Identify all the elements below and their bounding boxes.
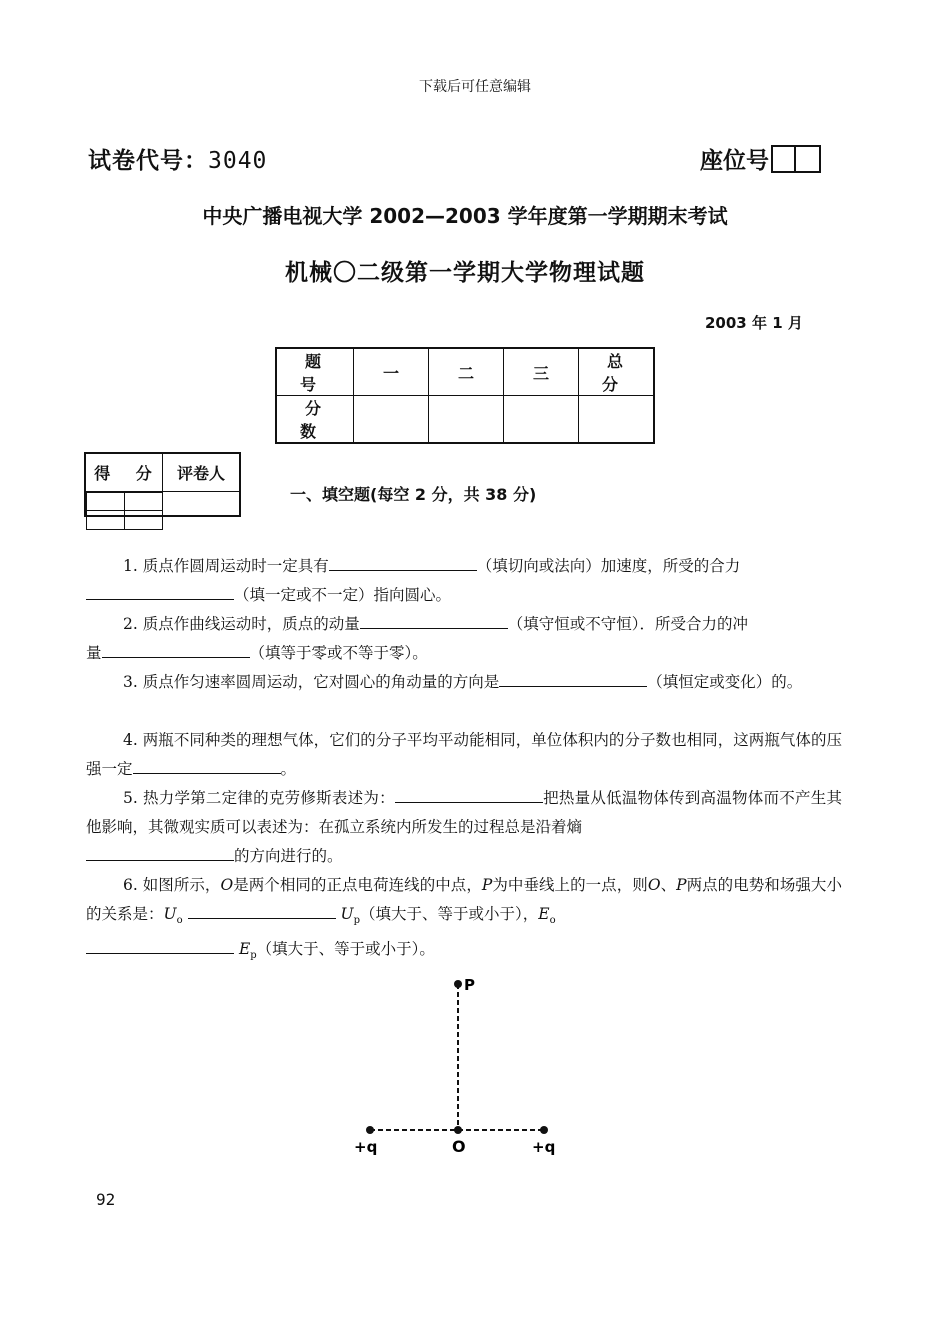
paper-code-number: 3040	[208, 148, 268, 174]
q2-text: （填等于零或不等于零）。	[249, 644, 428, 662]
score-table-header-row	[276, 348, 654, 396]
point-p-dot	[454, 980, 462, 988]
q3-text: （填恒定或变化）的。	[647, 673, 803, 691]
q6-text: （填大于、等于或小于）。	[256, 940, 435, 959]
section-title: 一、填空题(每空 2 分，共 38 分)	[290, 485, 537, 504]
paper-code	[88, 142, 267, 175]
q6-text: 两点的电势和场强大小的关系是：	[86, 876, 842, 923]
q6-subscript: o	[549, 915, 556, 927]
q1-text: （填切向或法向）加速度，所受的合力	[476, 557, 741, 575]
answer-blank	[86, 581, 234, 600]
question-5	[86, 784, 842, 871]
score-header-2: 二	[429, 348, 504, 396]
charge-diagram	[340, 972, 580, 1162]
q6-subscript: o	[176, 915, 183, 927]
q6-symbol: P	[676, 876, 687, 894]
score-table-score-row	[276, 396, 654, 444]
q6-symbol: P	[481, 876, 493, 894]
q5-text: 把热量从低温物体传到高温物体而不产生其他影响，其微观实质可以表述为：在孤立系统内所发生的过程总是沿着熵	[86, 789, 842, 836]
answer-blank	[329, 552, 477, 571]
q6-text: （填大于、等于或小于），	[359, 905, 539, 923]
q6-symbol: U	[340, 905, 354, 923]
q5-text: 5. 热力学第二定律的克劳修斯表述为：	[123, 789, 395, 807]
score-cell	[504, 396, 579, 444]
label-left-charge: +q	[354, 1138, 378, 1156]
question-3	[86, 668, 842, 697]
score-header-total: 总 分	[579, 348, 655, 396]
question-6	[86, 871, 842, 970]
seat-boxes	[771, 145, 821, 173]
answer-blank	[102, 639, 250, 658]
q1-text: 1. 质点作圆周运动时一定具有	[123, 557, 329, 575]
q2-text: 2. 质点作曲线运动时，质点的动量	[123, 615, 360, 633]
grader-cell	[87, 493, 125, 530]
q6-text: 、	[660, 876, 677, 894]
question-2	[86, 610, 842, 668]
score-header-question: 题 号	[276, 348, 354, 396]
q3-text: 3. 质点作匀速率圆周运动，它对圆心的角动量的方向是	[123, 673, 500, 691]
grader-cell	[124, 493, 162, 530]
grader-header-row	[85, 453, 240, 492]
q6-symbol: O	[647, 876, 661, 894]
exam-date: 2003 年 1 月	[705, 314, 803, 332]
answer-blank	[360, 610, 508, 629]
q6-symbol: E	[238, 940, 251, 959]
score-cell	[429, 396, 504, 444]
q4-text: 。	[280, 760, 297, 778]
q6-subscript: p	[250, 950, 257, 962]
score-cell	[579, 396, 655, 444]
q6-symbol: O	[220, 876, 234, 894]
seat-number	[700, 142, 821, 175]
point-o-dot	[454, 1126, 462, 1134]
page-number: 92	[96, 1190, 116, 1209]
q4-text: 4. 两瓶不同种类的理想气体，它们的分子平均平动能相同，单位体积内的分子数也相同，这两瓶气体的压强一定	[86, 731, 842, 778]
left-charge-dot	[366, 1126, 374, 1134]
q1-text: （填一定或不一定）指向圆心。	[234, 586, 452, 604]
exam-title: 中央广播电视大学 2002—2003 学年度第一学期期末考试	[202, 204, 728, 228]
q6-text: 是两个相同的正点电荷连线的中点，	[233, 876, 482, 894]
grader-blank-row	[86, 492, 163, 511]
answer-blank	[395, 784, 543, 803]
label-p: P	[464, 976, 475, 994]
answer-blank	[86, 842, 234, 861]
q6-subscript: p	[353, 915, 360, 927]
label-o: O	[452, 1137, 466, 1156]
question-4	[86, 726, 842, 784]
score-table	[275, 347, 655, 444]
seat-box	[771, 145, 796, 173]
paper-code-label: 试卷代号：	[88, 148, 208, 174]
score-header-3: 三	[504, 348, 579, 396]
score-header-1: 一	[354, 348, 429, 396]
right-charge-dot	[540, 1126, 548, 1134]
seat-box	[796, 145, 821, 173]
course-title: 机械〇二级第一学期大学物理试题	[285, 260, 645, 286]
q5-text: 的方向进行的。	[234, 847, 343, 865]
answer-blank	[188, 900, 336, 919]
q2-text: （填守恒或不守恒）．所受合力的冲	[507, 615, 748, 633]
q6-text: 为中垂线上的一点，则	[492, 876, 648, 894]
grader-label: 评卷人	[163, 453, 241, 492]
grader-table	[84, 452, 241, 517]
score-row-label: 分 数	[276, 396, 354, 444]
seat-label: 座位号	[700, 148, 769, 174]
score-cell	[354, 396, 429, 444]
label-right-charge: +q	[532, 1138, 556, 1156]
q6-symbol: E	[538, 905, 550, 923]
answer-blank	[86, 935, 234, 954]
question-1	[86, 552, 842, 610]
grader-score-label: 得 分	[85, 453, 163, 492]
header-note: 下载后可任意编辑	[419, 79, 531, 95]
q6-symbol: U	[163, 905, 177, 923]
q2-text: 量	[86, 644, 102, 662]
answer-blank	[133, 755, 281, 774]
answer-blank	[499, 668, 647, 687]
q6-text: 6. 如图所示，	[123, 876, 221, 894]
